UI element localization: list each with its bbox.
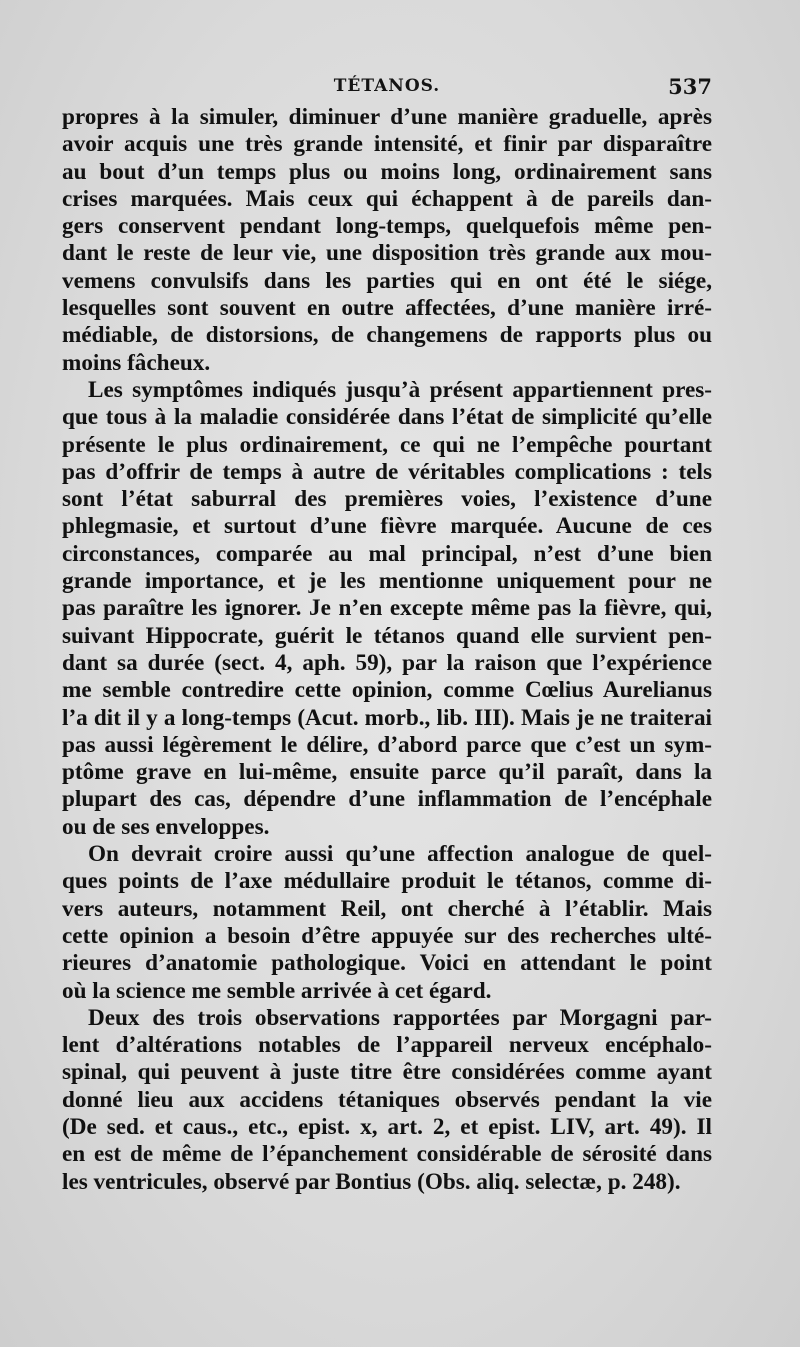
text-line: propres à la simuler, diminuer d’une manière graduelle, après	[62, 104, 712, 130]
text-line: avoir acquis une très grande intensité, et finir par disparaître	[62, 131, 712, 158]
text-line: l’a dit il y a long-temps (Acut. morb., lib. III). Mais je ne traiterai	[62, 704, 712, 731]
text-line: vers auteurs, notamment Reil, ont cherché à l’établir. Mais	[62, 895, 712, 922]
text-line: grande importance, et je les mentionne uniquement pour ne	[62, 568, 712, 595]
text-line: On devrait croire aussi qu’une affection analogue de quel-	[88, 841, 712, 868]
text-line: Les symptômes indiqués jusqu’à présent appartiennent pres-	[88, 376, 712, 403]
text-line: dant sa durée (sect. 4, aph. 59), par la raison que l’expérience	[62, 649, 712, 676]
text-line: (De sed. et caus., etc., epist. x, art. 2, et epist. LIV, art. 49). Il	[62, 1113, 712, 1140]
text-line: médiable, de distorsions, de changemens de rapports plus ou	[62, 322, 712, 349]
text-line: spinal, qui peuvent à juste titre être considérées comme ayant	[62, 1059, 712, 1086]
text-line: au bout d’un temps plus ou moins long, ordinairement sans	[62, 158, 712, 185]
text-line: me semble contredire cette opinion, comme Cœlius Aurelianus	[62, 677, 712, 704]
text-line: Deux des trois observations rapportées par Morgagni par-	[88, 1004, 712, 1031]
text-line: les ventricules, observé par Bontius (Obs. aliq. selectæ, p. 248).	[62, 1168, 681, 1195]
text-line: ou de ses enveloppes.	[62, 813, 270, 840]
text-line: que tous à la maladie considérée dans l’état de simplicité qu’elle	[62, 404, 712, 431]
text-line: crises marquées. Mais ceux qui échappent à de pareils dan-	[62, 185, 712, 212]
text-line: lesquelles sont souvent en outre affectées, d’une manière irré-	[62, 295, 712, 322]
text-line: ques points de l’axe médullaire produit le tétanos, comme di-	[62, 868, 712, 895]
text-line: circonstances, comparée au mal principal, n’est d’une bien	[62, 540, 712, 567]
text-line: présente le plus ordinairement, ce qui ne l’empêche pourtant	[62, 431, 712, 458]
text-line: pas paraître les ignorer. Je n’en excepte même pas la fièvre, qui,	[62, 595, 712, 622]
text-line: lent d’altérations notables de l’appareil nerveux encéphalo-	[62, 1032, 712, 1059]
running-title: TÉTANOS.	[333, 76, 441, 96]
text-line: pas d’offrir de temps à autre de véritables complications : tels	[62, 458, 712, 485]
text-line: cette opinion a besoin d’être appuyée sur des recherches ulté-	[62, 922, 712, 949]
text-line: en est de même de l’épanchement considérable de sérosité dans	[62, 1141, 712, 1168]
text-line: ptôme grave en lui-même, ensuite parce qu’il paraît, dans la	[62, 759, 712, 786]
running-head	[62, 74, 712, 104]
text-line: moins fâcheux.	[62, 349, 211, 376]
text-line: plupart des cas, dépendre d’une inflammation de l’encéphale	[62, 786, 712, 813]
text-line: dant le reste de leur vie, une disposition très grande aux mou-	[62, 240, 712, 267]
text-line: sont l’état saburral des premières voies, l’existence d’une	[62, 486, 712, 513]
page-number: 537	[668, 74, 712, 99]
text-line: vemens convulsifs dans les parties qui en ont été le siége,	[62, 267, 712, 294]
text-line: phlegmasie, et surtout d’une fièvre marquée. Aucune de ces	[62, 513, 712, 540]
text-line: où la science me semble arrivée à cet égard.	[62, 977, 492, 1004]
text-line: suivant Hippocrate, guérit le tétanos quand elle survient pen-	[62, 622, 712, 649]
text-line: donné lieu aux accidens tétaniques observés pendant la vie	[62, 1086, 712, 1113]
text-line: pas aussi légèrement le délire, d’abord parce que c’est un sym-	[62, 731, 712, 758]
body-text	[62, 104, 712, 1196]
text-line: gers conservent pendant long-temps, quelquefois même pen-	[62, 213, 712, 240]
text-line: rieures d’anatomie pathologique. Voici en attendant le point	[62, 950, 712, 977]
